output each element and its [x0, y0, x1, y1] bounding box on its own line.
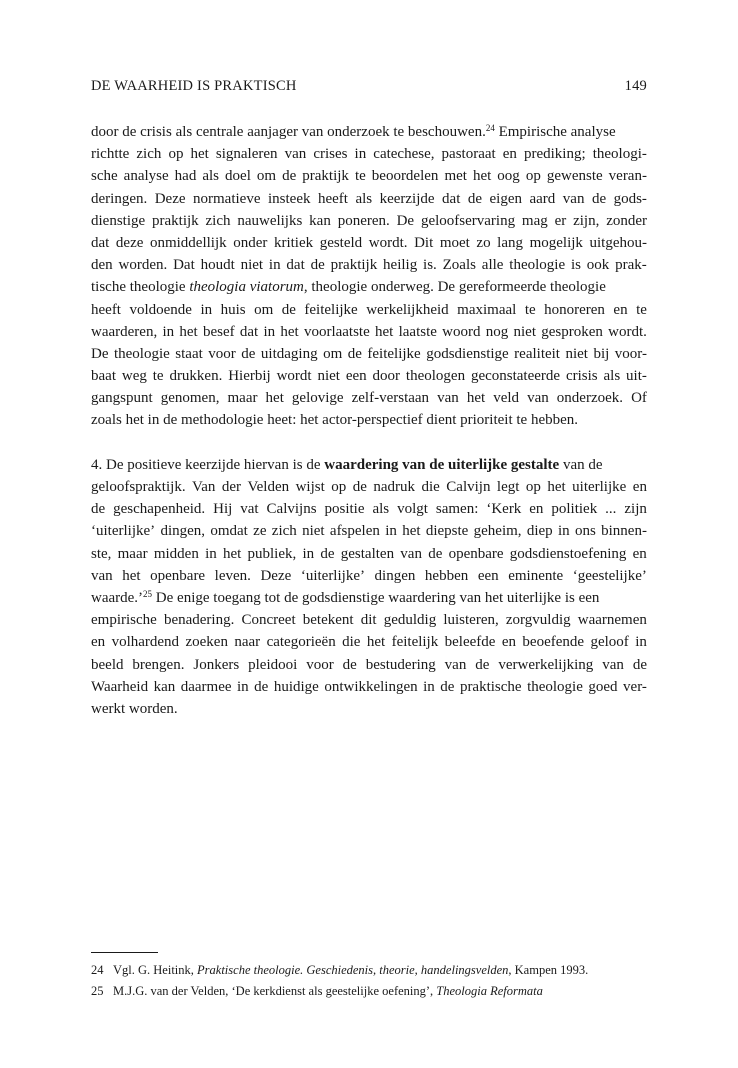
text-line: en volhardend zoeken naar categorieën die het feitelijk beleefde en beoefende geloof in [91, 634, 647, 651]
text-line: waarderen, in het besef dat in het voorlaatste het laatste woord nog niet gesproken wordt. [91, 323, 647, 340]
text-line: den worden. Dat houdt niet in dat de praktijk heilig is. Zoals alle theologie is ook prak- [91, 257, 647, 274]
footnote-divider [91, 952, 158, 953]
body-text [91, 121, 647, 720]
text-line: geloofspraktijk. Van der Velden wijst op de nadruk die Calvijn legt op het uiterlijke en [91, 479, 647, 495]
text-line: dienstige praktijk zich nauwelijks kan poneren. De geloofservaring mag er zijn, zonder [91, 212, 647, 229]
text-line: gangspunt genomen, maar het gelovige zelf-verstaan van het veld van onderzoek. Of [91, 390, 647, 407]
footnotes [91, 960, 647, 1002]
running-title: DE WAARHEID IS PRAKTISCH [91, 78, 297, 94]
text-line: De theologie staat voor de uitdaging om de feitelijke godsdienstige realiteit niet bij voor- [91, 345, 647, 362]
text-line: door de crisis als centrale aanjager van onderzoek te beschouwen.$^{24}$ Empirische analyse [91, 123, 616, 140]
text-line: Waarheid kan daarmee in de huidige ontwikkelingen in de praktische theologie goed ver- [91, 678, 647, 695]
italic-term: theologia viatorum [189, 279, 304, 296]
text-line: ste, maar midden in het publiek, in de gestalten van de openbare godsdienstoefening en [91, 545, 647, 562]
text-line: de geschapenheid. Hij vat Calvijns positie als volgt samen: ‘Kerk en politiek ... zijn [91, 501, 647, 518]
footnote-number: 24 [91, 963, 104, 977]
text-line: ‘uiterlijke’ dingen, omdat ze zich niet afspelen in het diepste geheim, diep in ons binnen- [91, 523, 647, 540]
text-line: empirische benadering. Concreet betekent dit geduldig luisteren, zorgvuldig waarnemen [91, 612, 647, 629]
running-header [91, 78, 647, 100]
text-line: baat weg te drukken. Hierbij wordt niet een door theologen geconstateerde crisis als uit- [91, 368, 647, 385]
text-line: werkt worden. [91, 700, 178, 717]
paragraph-spacer [91, 432, 647, 454]
text-line: sche analyse had als doel om de praktijk te beoordelen met het oog op gewenste veran- [91, 168, 647, 185]
text-line: beeld brengen. Jonkers pleidooi voor de bestudering van de verwerkelijking van de [91, 656, 647, 673]
text-line: zoals het in de methodologie heet: het actor-perspectief dient prioriteit te hebben. [91, 412, 579, 429]
footnote-number: 25 [91, 984, 104, 998]
text-line: van het openbare leven. Deze ‘uiterlijke’ dingen hebben een eminente ‘geestelijke’ [91, 567, 647, 584]
text-line: 4. De positieve keerzijde hiervan is de waardering van de uiterlijke gestalte van de [91, 456, 603, 473]
paragraph-2 [91, 454, 647, 720]
footnote-25: 25 M.J.G. van der Velden, ‘De kerkdienst als geestelijke oefening’, Theologia Reformata [91, 981, 647, 1002]
text-line: deringen. Deze normatieve insteek heeft als keerzijde dat de eigen aard van de gods- [91, 190, 647, 207]
footnote-ref-25[interactable]: 25 [143, 588, 153, 599]
text-line: richtte zich op het signaleren van crises in catechese, pastoraat en prediking; theologi- [91, 146, 647, 163]
text-line: waarde.’$^{25}$ De enige toegang tot de godsdienstige waardering van het uiterlijke is een [91, 588, 600, 606]
bold-term: waardering van de uiterlijke gestalte [324, 456, 560, 473]
footnote-24: 24 Vgl. G. Heitink, Praktische theologie. Geschiedenis, theorie, handelingsvelden, Kampen 1993. [91, 960, 647, 981]
footnote-ref-24[interactable]: 24 [485, 123, 495, 133]
text-line: tische theologie theologia viatorum, theologie onderweg. De gereformeerde theologie [91, 279, 606, 296]
text-line: dat deze onmiddellijk onder kritiek gesteld wordt. Dit moet zo lang mogelijk uitgehou- [91, 234, 647, 251]
footnote-title: Theologia Reformata [436, 984, 543, 998]
page-number: 149 [624, 78, 647, 94]
paragraph-1 [91, 121, 647, 432]
text-line: heeft voldoende in huis om de feitelijke werkelijkheid maximaal te honoreren en te [91, 301, 647, 318]
footnote-title: Praktische theologie. Geschiedenis, theorie, handelingsvelden [197, 963, 509, 977]
